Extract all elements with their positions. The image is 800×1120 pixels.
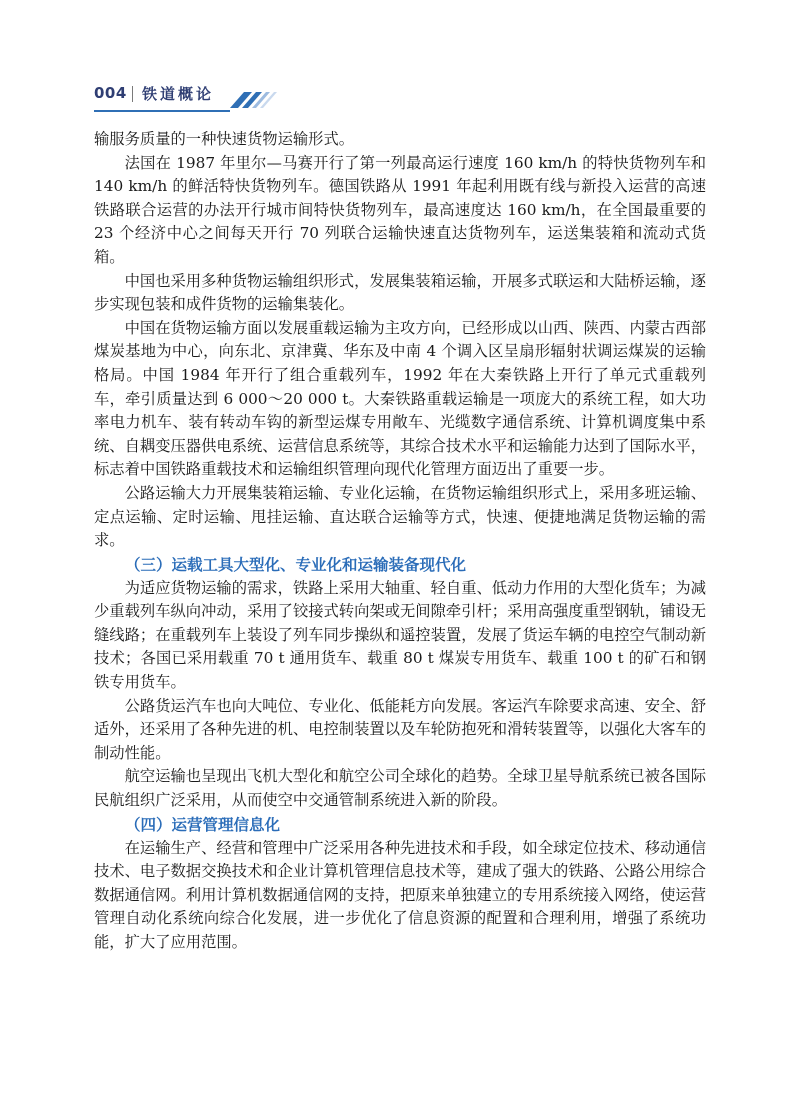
header-stripes-decoration bbox=[220, 86, 280, 112]
paragraph-road-transport: 公路运输大力开展集装箱运输、专业化运输，在货物运输组织形式上，采用多班运输、定点运输、定时运输、甩挂运输、直达联合运输等方式，快速、便捷地满足货物运输的需求。 bbox=[94, 483, 706, 550]
book-title: 铁道概论 bbox=[142, 85, 215, 103]
paragraph-information-management: 在运输生产、经营和管理中广泛采用各种先进技术和手段，如全球定位技术、移动通信技术、电子数据交换技术和企业计算机管理信息技术等，建成了强大的铁路、公路公用综合数据通信网。利用计算机数据通信网的支持，把原来单独建立的专用系统接入网络，使运营管理自动化系统向综合化发展，进一步优化了信息资源的配置和合理利用，增强了系统功能，扩大了应用范围。 bbox=[94, 838, 706, 951]
paragraph-continued: 输服务质量的一种快速货物运输形式。 bbox=[94, 130, 355, 148]
paragraph-china-heavy-haul: 中国在货物运输方面以发展重载运输为主攻方向，已经形成以山西、陕西、内蒙古西部煤炭基地为中心，向东北、京津冀、华东及中南 4 个调入区呈扇形辐射状调运煤炭的运输格局。中国 1984 年开行了组合重载列车，1992 年在大秦铁路上开行了单元式重载列车，牵引质量达到 6 000～20 000 t。大秦铁路重载运输是一项庞大的系统工程，如大功率电力机车、装有转动车钩的新型运煤专用敞车、光缆数字通信系统、计算机调度集中系统、自耦变压器供电系统、运营信息系统等，其综合技术水平和运输能力达到了国际水平，标志着中国铁路重载技术和运输组织管理向现代化管理方面迈出了重要一步。 bbox=[94, 318, 706, 479]
paragraph-france-germany: 法国在 1987 年里尔—马赛开行了第一列最高运行速度 160 km/h 的特快货物列车和 140 km/h 的鲜活特快货物列车。德国铁路从 1991 年起利用既有线与新投入运营的高速铁路联合运营的办法开行城市间特快货物列车，最高速度达 160 km/h，在全国最重要的 23 个经济中心之间每天开行 70 列联合运输快速直达货物列车，运送集装箱和流动式货箱。 bbox=[94, 153, 706, 266]
paragraph-air-transport: 航空运输也呈现出飞机大型化和航空公司全球化的趋势。全球卫星导航系统已被各国际民航组织广泛采用，从而使空中交通管制系统进入新的阶段。 bbox=[94, 767, 706, 810]
paragraph-road-vehicles: 公路货运汽车也向大吨位、专业化、低能耗方向发展。客运汽车除要求高速、安全、舒适外，还采用了各种先进的机、电控制装置以及车轮防抱死和滑转装置等，以强化大客车的制动性能。 bbox=[94, 696, 706, 762]
running-header bbox=[0, 78, 800, 112]
section-heading-3: （三）运载工具大型化、专业化和运输装备现代化 bbox=[125, 555, 467, 574]
section-heading-4: （四）运营管理信息化 bbox=[125, 815, 281, 834]
header-rule bbox=[94, 110, 230, 112]
page-number: 004 bbox=[94, 84, 127, 102]
paragraph-railway-wagons: 为适应货物运输的需求，铁路上采用大轴重、轻自重、低动力作用的大型化货车；为减少重载列车纵向冲动，采用了铰接式转向架或无间隙牵引杆；采用高强度重型钢轨，铺设无缝线路；在重载列车上装设了列车同步操纵和遥控装置，发展了货运车辆的电控空气制动新技术；各国已采用载重 70 t 通用货车、载重 80 t 煤炭专用货车、载重 100 t 的矿石和钢铁专用货车。 bbox=[94, 578, 706, 692]
paragraph-china-transport-forms: 中国也采用多种货物运输组织形式，发展集装箱运输，开展多式联运和大陆桥运输，逐步实现包装和成件货物的运输集装化。 bbox=[94, 271, 706, 314]
header-divider bbox=[132, 86, 133, 102]
page-body bbox=[94, 128, 706, 955]
